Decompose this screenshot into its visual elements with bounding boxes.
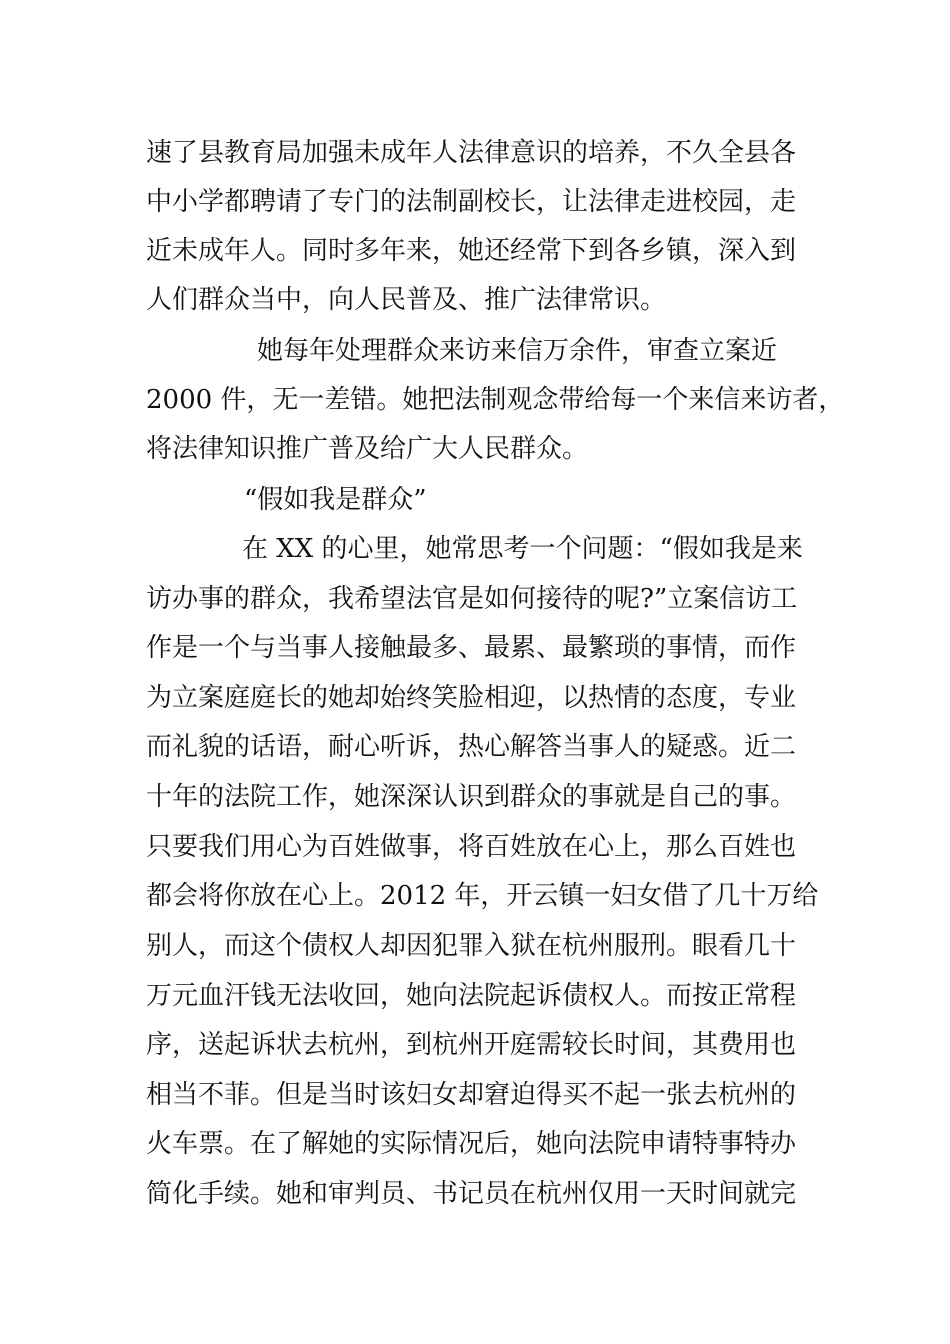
text-line: 简化手续。她和审判员、书记员在杭州仅用一天时间就完 [146,1179,797,1209]
text-line: 近未成年人。同时多年来，她还经常下到各乡镇，深入到 [146,236,797,266]
text-line: 十年的法院工作，她深深认识到群众的事就是自己的事。 [146,782,797,812]
text-line: 都会将你放在心上。2012 年，开云镇一妇女借了几十万给 [146,881,819,911]
text-line: 速了县教育局加强未成年人法律意识的培养，不久全县各 [146,138,797,168]
paragraph-first-line: 在 XX 的心里，她常思考一个问题：“假如我是来 [242,534,803,564]
text-line: 只要我们用心为百姓做事，将百姓放在心上，那么百姓也 [146,832,797,862]
text-line: 序，送起诉状去杭州，到杭州开庭需较长时间，其费用也 [146,1030,797,1060]
text-line: 2000 件，无一差错。她把法制观念带给每一个来信来访者， [146,385,845,415]
text-line: 相当不菲。但是当时该妇女却窘迫得买不起一张去杭州的 [146,1080,797,1110]
text-line: 别人，而这个债权人却因犯罪入狱在杭州服刑。眼看几十 [146,931,797,961]
text-line: 而礼貌的话语，耐心听诉，热心解答当事人的疑惑。近二 [146,732,797,762]
text-line: 中小学都聘请了专门的法制副校长，让法律走进校园，走 [146,187,797,217]
section-heading: “假如我是群众” [244,485,427,515]
text-line: 万元血汗钱无法收回，她向法院起诉债权人。而按正常程 [146,981,797,1011]
text-line: 火车票。在了解她的实际情况后，她向法院申请特事特办 [146,1129,797,1159]
text-line: 为立案庭庭长的她却始终笑脸相迎，以热情的态度，专业 [146,683,797,713]
text-line: 作是一个与当事人接触最多、最累、最繁琐的事情，而作 [146,633,797,663]
text-line: 访办事的群众，我希望法官是如何接待的呢?”立案信访工 [146,584,798,614]
text-line: 人们群众当中，向人民普及、推广法律常识。 [146,285,667,315]
text-line: 将法律知识推广普及给广大人民群众。 [146,434,589,464]
paragraph-first-line: 她每年处理群众来访来信万余件，审查立案近 [257,336,778,366]
